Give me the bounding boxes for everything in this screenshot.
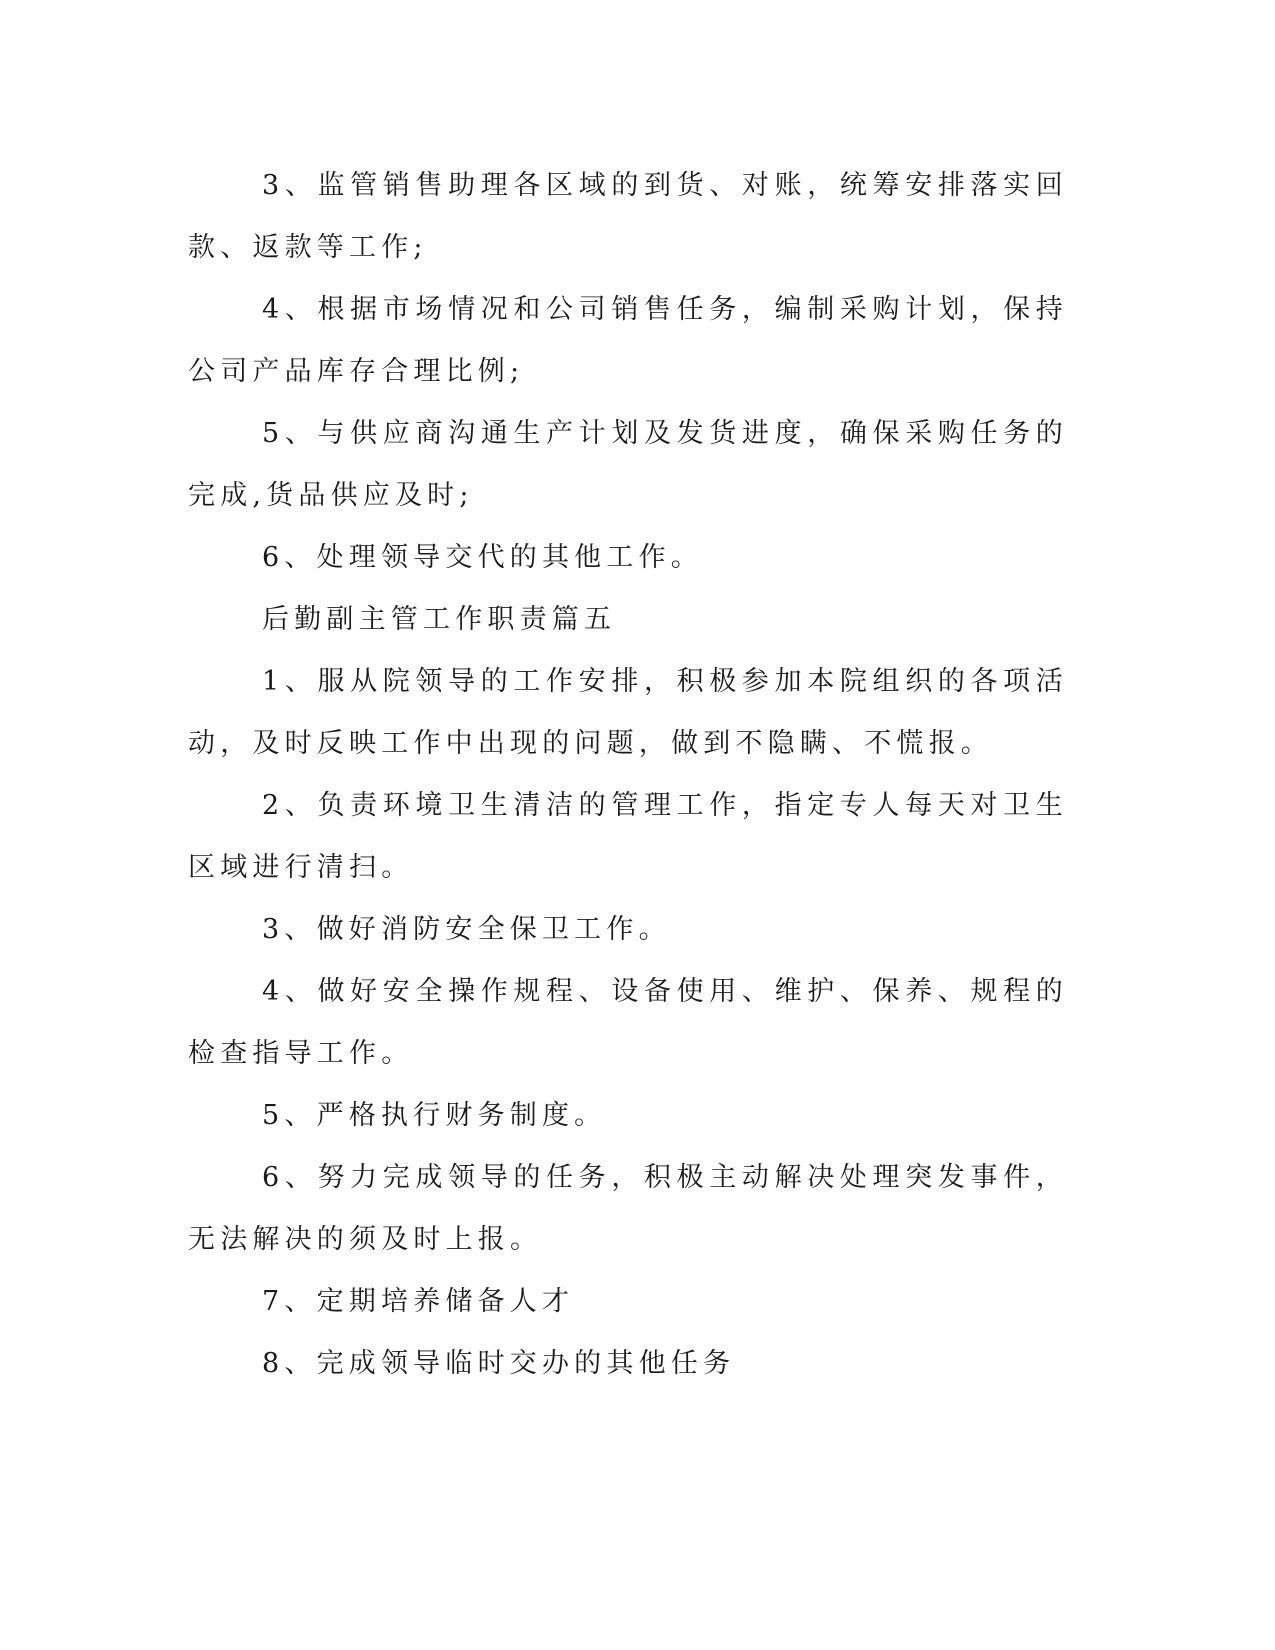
section-five-item-3: 3、做好消防安全保卫工作。 [262, 914, 671, 945]
paragraph-item-4-duties: 4、根据市场情况和公司销售任务，编制采购计划，保持公司产品库存合理比例; [188, 294, 1068, 387]
paragraph-item-6-duties: 6、处理领导交代的其他工作。 [262, 542, 703, 573]
section-heading: 后勤副主管工作职责篇五 [262, 604, 617, 635]
section-five-item-4: 4、做好安全操作规程、设备使用、维护、保养、规程的检查指导工作。 [188, 976, 1068, 1069]
section-five-item-5: 5、严格执行财务制度。 [262, 1100, 607, 1131]
document-body [188, 155, 1068, 1395]
section-five-item-6: 6、努力完成领导的任务，积极主动解决处理突发事件，无法解决的须及时上报。 [188, 1162, 1068, 1255]
section-five-item-7: 7、定期培养储备人才 [262, 1286, 575, 1317]
section-five-item-8: 8、完成领导临时交办的其他任务 [262, 1348, 736, 1379]
section-five-item-1: 1、服从院领导的工作安排，积极参加本院组织的各项活动，及时反映工作中出现的问题，做到不隐瞒、不慌报。 [188, 666, 1068, 759]
paragraph-item-5-duties: 5、与供应商沟通生产计划及发货进度，确保采购任务的完成,货品供应及时; [188, 418, 1068, 511]
section-five-item-2: 2、负责环境卫生清洁的管理工作，指定专人每天对卫生区域进行清扫。 [188, 790, 1068, 883]
paragraph-item-3-duties: 3、监管销售助理各区域的到货、对账，统筹安排落实回款、返款等工作; [188, 170, 1068, 263]
